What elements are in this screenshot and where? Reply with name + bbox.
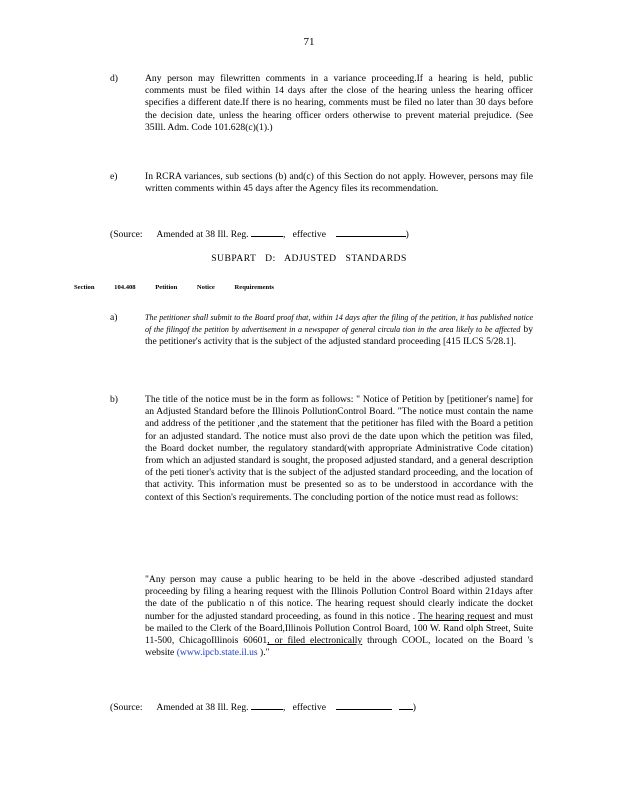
blank-line [251,227,283,237]
item-a-plain-text: by the petitioner's activity that is the subject of the adjusted standard proceeding [415 ILCS 5/28.1]. [145,324,533,348]
item-a-italic-text: The petitioner shall submit to the Board proof that, within 14 days after the filing of the petition, it has published notice of the filingof the petition by advertisement in a newspaper of general circula tion in the area likely to be affected [145,313,533,335]
blank-line [336,700,392,710]
section-heading [74,284,292,291]
subpart-heading: SUBPART D: ADJUSTED STANDARDS [211,253,407,264]
section-title-word: Requirements [234,284,274,291]
item-a-text [145,312,533,349]
quote-text-3: through COOL, located on the Board 's website [145,635,533,659]
source-suffix: ) [405,229,409,240]
section-title-word: Petition [155,284,178,291]
section-label: Section [74,284,95,291]
source-note-1: (Source: Amended at 38 Ill. Reg. , effective ) [110,229,409,240]
item-e-label: e) [110,171,118,182]
quote-text-4: )." [260,647,270,659]
item-a-label: a) [110,312,118,323]
source-prefix: (Source: [110,702,143,713]
source-amended: Amended at 38 Ill. Reg. [156,229,249,240]
source-note-2: (Source: Amended at 38 Ill. Reg. , effective ) [110,702,416,713]
source-effective: effective [292,702,326,713]
quote-underlined-1: The hearing request [417,610,495,622]
quote-text-2: and must be mailed to the Clerk of the Board,Illinois Pollution Control Board, 100 W. Rand olph Street, Suite 11-500, ChicagoIllinois 60601 [145,610,533,647]
website-link[interactable]: (www.ipcb.state.il.us [176,647,258,659]
source-suffix: ) [412,702,416,713]
blank-line [251,700,283,710]
source-amended: Amended at 38 Ill. Reg. [156,702,249,713]
blank-line [399,700,413,710]
item-b-text: The title of the notice must be in the form as follows: " Notice of Petition by [petitioner's name] for an Adjusted Standard before the Illinois PollutionControl Board. "The notice must contain the name and address of the petitioner ,and the statement that the petitioner has filed with the Board a petition for an adjusted standard. The notice must also provi de the date upon which the petition was filed, the Board docket number, the regulatory standard(with appropriate Administrative Code citation) from which an adjusted standard is sought, the proposed adjusted standard, and a general description of the peti tioner's activity that is the subject of the adjusted standard proceeding, and the location of that activity. This information must be presented so as to be understood in accordance with the context of this Section's requirements. The concluding portion of the notice must read as follows: [145,394,533,503]
item-d-label: d) [110,73,118,84]
source-effective: effective [292,229,326,240]
quote-text-1: "Any person may cause a public hearing to be held in the above -described adjusted standard proceeding by filing a hearing request with the Illinois Pollution Control Board within 21days after the date of the publicatio n of this notice. The hearing request should clearly indicate the docket number for the adjusted standard proceeding, as found in this notice . [145,574,533,622]
source-prefix: (Source: [110,229,143,240]
section-number: 104.408 [114,284,136,291]
blank-line [336,227,406,237]
section-title-word: Notice [196,284,215,291]
item-d-text: Any person may filewritten comments in a variance proceeding.If a hearing is held, public comments must be filed within 14 days after the close of the hearing unless the hearing officer specifies a different date.If there is no hearing, comments must be filed no later than 30 days before the decision date, unless the hearing officer orders otherwise to prevent material prejudice. (See 35Ill. Adm. Code 101.628(c)(1).) [145,73,533,133]
quote-underlined-2: , or filed electronically [267,635,363,647]
page-number: 71 [303,36,315,48]
item-e-text: In RCRA variances, sub sections (b) and(c) of this Section do not apply. However, persons may file written comments within 45 days after the Agency files its recommendation. [145,171,533,195]
item-b-label: b) [110,394,118,405]
notice-quote [145,574,533,659]
